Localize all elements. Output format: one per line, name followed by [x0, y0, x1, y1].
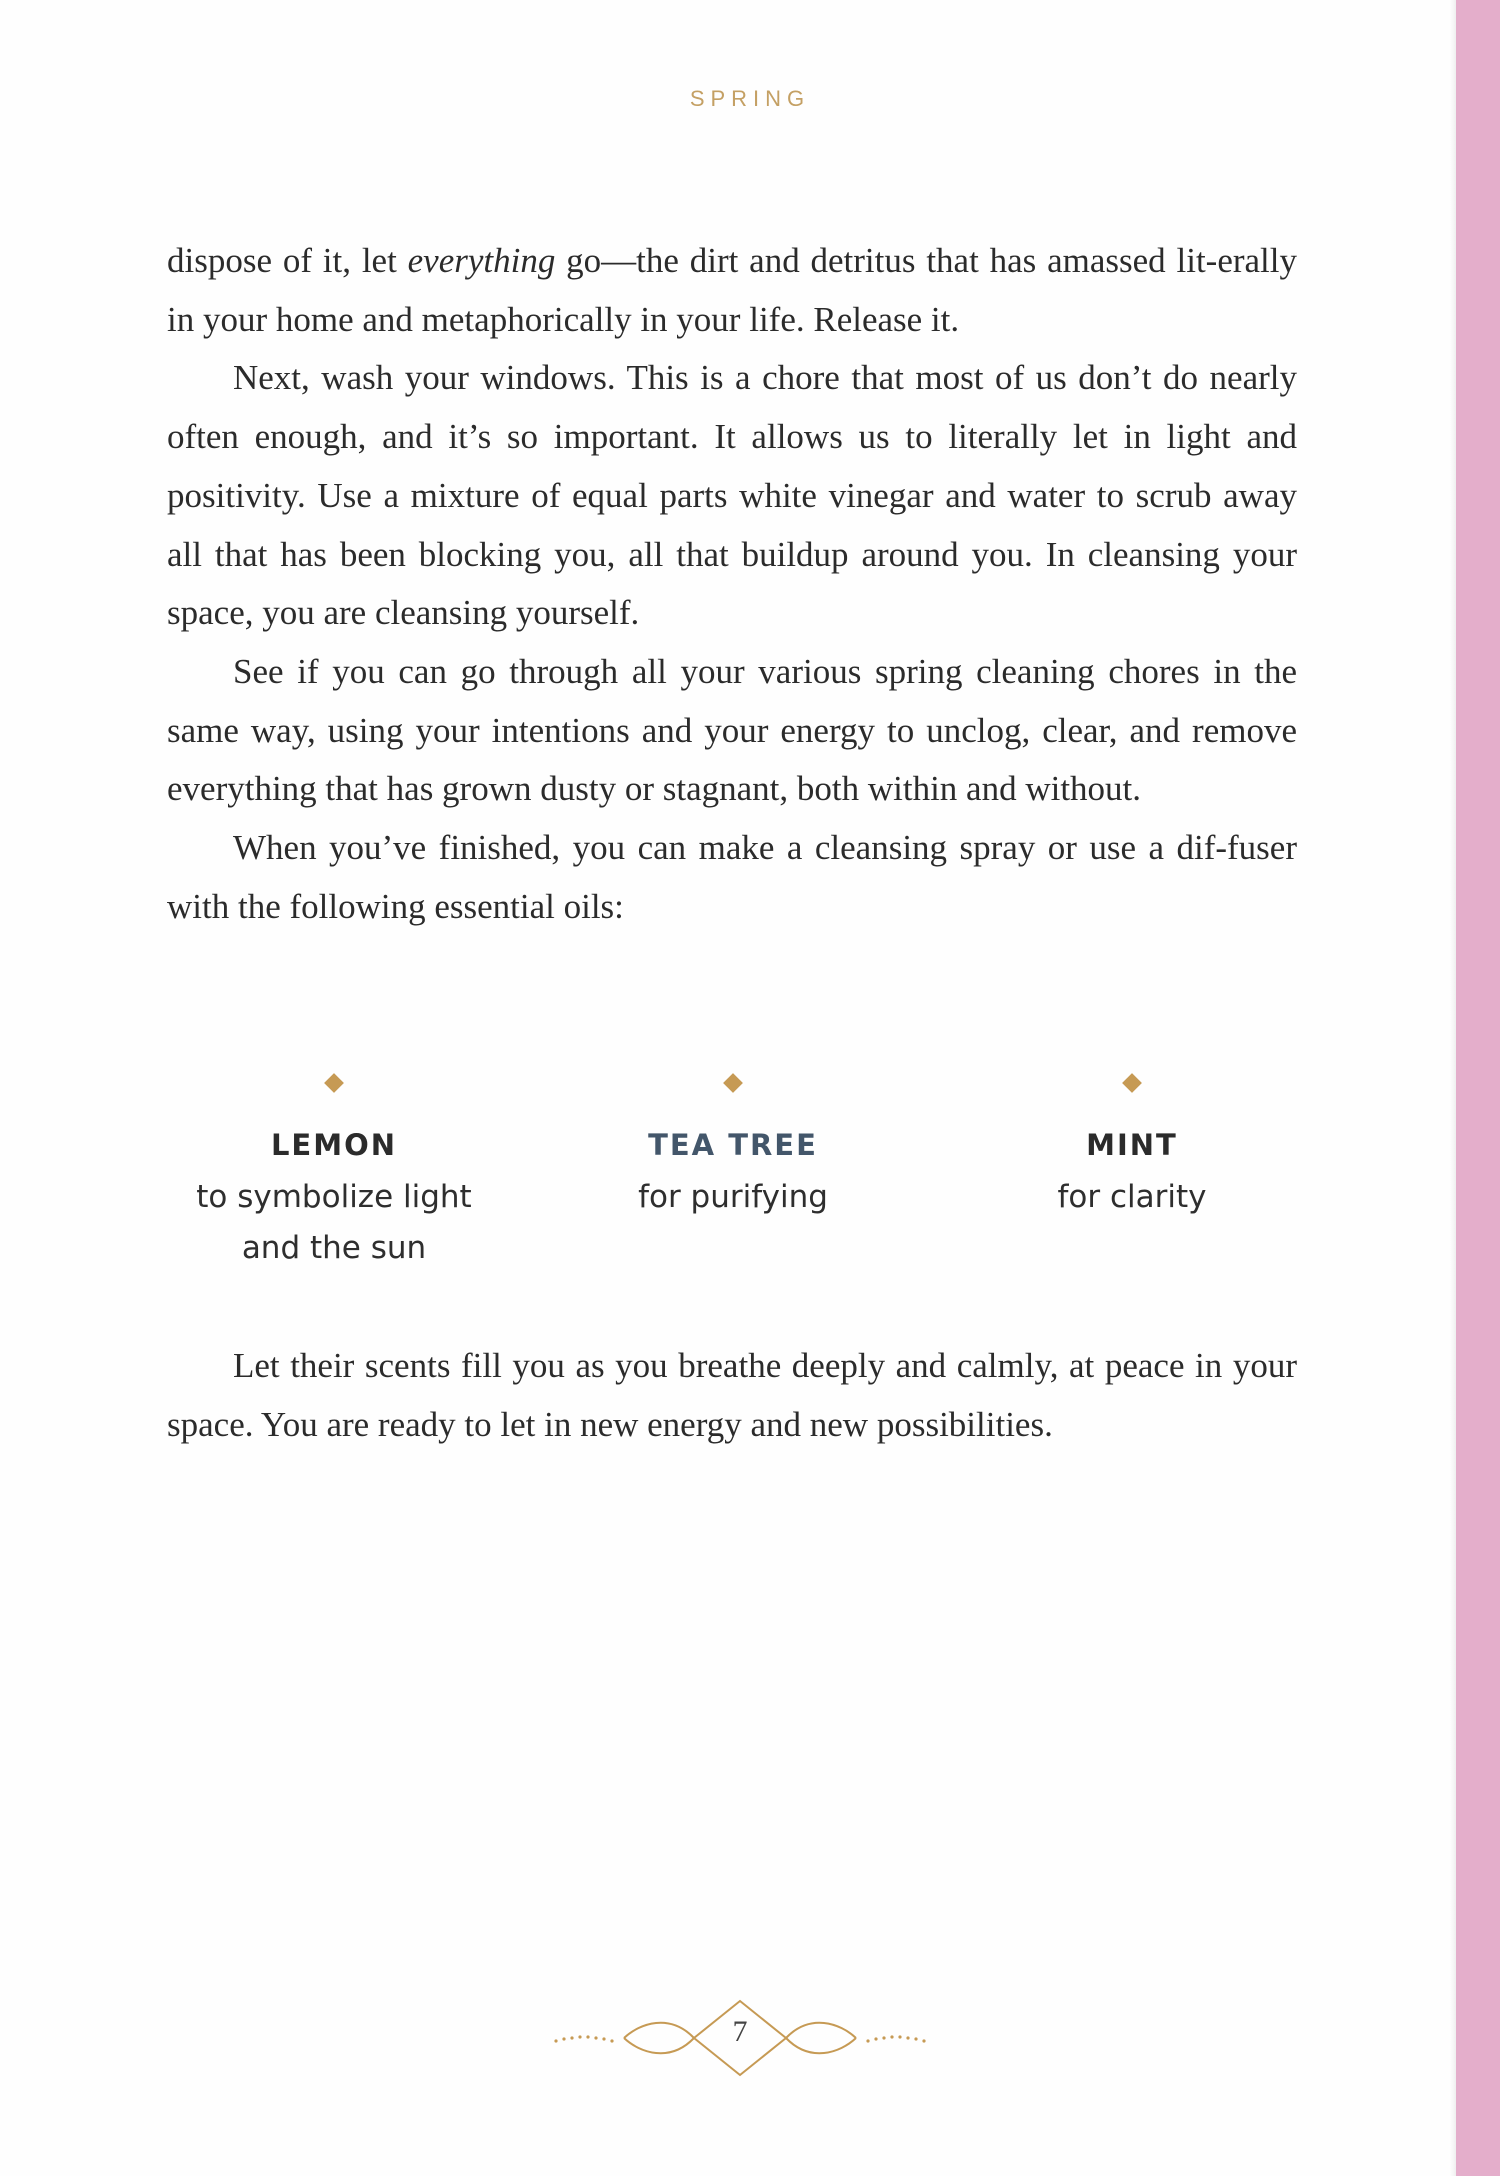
paragraph-4: When you’ve finished, you can make a cleansing spray or use a dif-fuser with the following essential oils:	[167, 828, 1297, 926]
paragraph-1-start: dispose of it, let	[167, 241, 408, 280]
paragraph-2: Next, wash your windows. This is a chore that most of us don’t do nearly often enough, and it’s so important. It allows us to literally let in light and positivity. Use a mixture of equal parts white vinegar and water to scrub away all that has been blocking you, all that buildup around you. In cleansing your space, you are cleansing yourself.	[167, 358, 1297, 633]
oil-name: MINT	[1086, 1128, 1178, 1162]
oil-description-line: for purifying	[638, 1179, 828, 1215]
paragraph-3: See if you can go through all your various spring cleaning chores in the same way, using your intentions and your energy to unclog, clear, and remove everything that has grown dusty or stagnant, both within and without.	[167, 651, 1297, 809]
oil-description-line: for clarity	[1057, 1179, 1207, 1215]
oil-description	[563, 1172, 903, 1223]
paragraph-1-end: go—the dirt and detritus that has amassed lit-erally in your home and metaphorically in your life. Release it.	[167, 241, 1297, 339]
oil-description	[962, 1172, 1302, 1223]
closing-paragraph	[167, 1337, 1297, 1454]
paragraph-1	[167, 232, 1297, 349]
oil-name: TEA TREE	[648, 1128, 818, 1162]
oil-lemon	[164, 1076, 504, 1274]
oil-description-line: to symbolize light	[196, 1179, 472, 1215]
oil-description-line: and the sun	[241, 1230, 427, 1266]
page-number: 7	[732, 2015, 748, 2048]
running-head: SPRING	[689, 86, 811, 111]
diamond-ornament-icon	[1122, 1073, 1142, 1093]
oil-mint	[962, 1076, 1302, 1223]
oil-tea-tree	[563, 1076, 903, 1223]
diamond-ornament-icon	[723, 1073, 743, 1093]
page-number-ornament	[540, 1993, 940, 2083]
body-text	[167, 232, 1297, 936]
oil-description	[164, 1172, 504, 1274]
page-edge-strip	[1456, 0, 1500, 2176]
paragraph-1-emphasis: everything	[407, 241, 556, 280]
oil-name: LEMON	[270, 1128, 398, 1162]
closing-text: Let their scents fill you as you breathe deeply and calmly, at peace in your space. You are ready to let in new energy and new possibilities.	[167, 1346, 1297, 1444]
diamond-ornament-icon	[324, 1073, 344, 1093]
